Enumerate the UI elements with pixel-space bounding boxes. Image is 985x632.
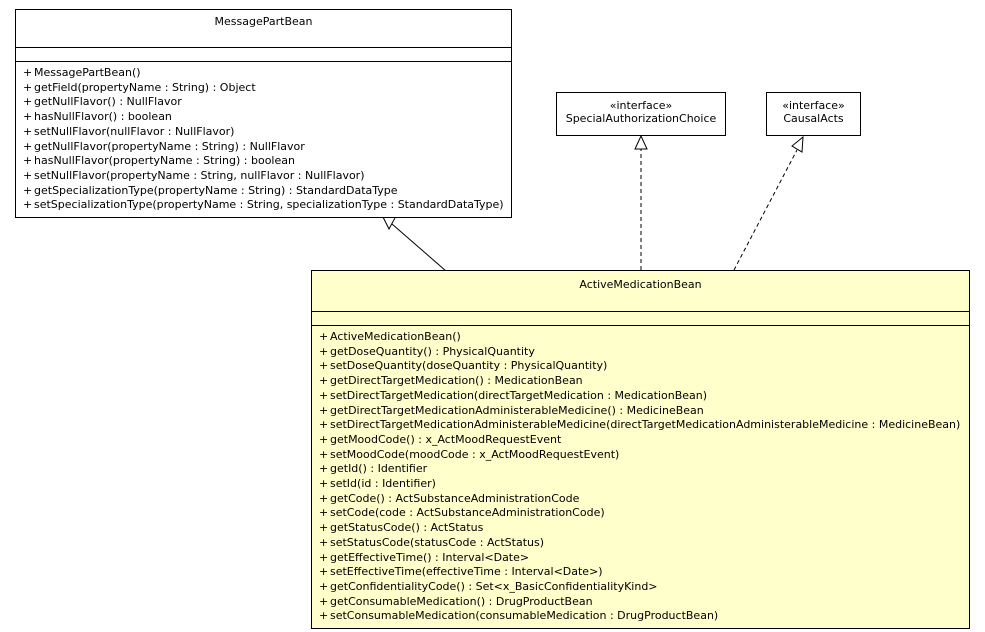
operation-signature: setCode(code : ActSubstanceAdministrationCode) xyxy=(330,506,605,520)
operation-row xyxy=(312,492,969,507)
operation-row xyxy=(312,506,969,521)
visibility-marker: + xyxy=(319,535,329,549)
operation-signature: getDoseQuantity() : PhysicalQuantity xyxy=(330,344,535,358)
operations-compartment-messagepartbean xyxy=(16,61,511,217)
operation-signature: setDirectTargetMedicationAdministerableMedicine(directTargetMedicationAdministerableMedicine : MedicineBean) xyxy=(330,418,961,432)
operation-signature: getCode() : ActSubstanceAdministrationCode xyxy=(330,491,580,505)
operation-row xyxy=(312,521,969,536)
operation-row xyxy=(16,198,511,213)
visibility-marker: + xyxy=(23,95,33,109)
visibility-marker: + xyxy=(319,609,329,623)
generalization-activemedicationbean-messagepartbean xyxy=(382,215,446,271)
realization-activemedicationbean-specialauthorizationchoice xyxy=(635,136,647,270)
operation-signature: hasNullFlavor() : boolean xyxy=(34,110,172,124)
visibility-marker: + xyxy=(23,154,33,168)
operation-row xyxy=(16,125,511,140)
operation-row xyxy=(16,169,511,184)
operation-signature: setStatusCode(statusCode : ActStatus) xyxy=(330,535,545,549)
operation-signature: getId() : Identifier xyxy=(330,462,428,476)
realization-activemedicationbean-causalacts xyxy=(734,137,803,270)
operation-row xyxy=(312,565,969,580)
visibility-marker: + xyxy=(319,491,329,505)
operation-row xyxy=(16,154,511,169)
visibility-marker: + xyxy=(23,66,33,79)
operation-signature: getField(propertyName : String) : Object xyxy=(34,80,256,94)
operation-row xyxy=(312,609,969,624)
visibility-marker: + xyxy=(23,80,33,94)
interface-causalacts[interactable] xyxy=(766,92,861,136)
visibility-marker: + xyxy=(23,168,33,182)
operation-row xyxy=(312,462,969,477)
operation-row xyxy=(312,551,969,566)
stereotype-label: «interface» xyxy=(782,99,845,112)
visibility-marker: + xyxy=(23,198,33,212)
operation-signature: setId(id : Identifier) xyxy=(330,477,436,491)
operation-row xyxy=(312,536,969,551)
operation-row xyxy=(16,66,511,81)
visibility-marker: + xyxy=(319,462,329,476)
operation-signature: getConsumableMedication() : DrugProductBean xyxy=(330,594,593,608)
operation-row xyxy=(312,404,969,419)
operation-row xyxy=(312,359,969,374)
operation-row xyxy=(312,595,969,610)
visibility-marker: + xyxy=(319,344,329,358)
visibility-marker: + xyxy=(319,477,329,491)
visibility-marker: + xyxy=(319,506,329,520)
visibility-marker: + xyxy=(319,594,329,608)
class-title-activemedicationbean: ActiveMedicationBean xyxy=(579,278,702,291)
operation-signature: getStatusCode() : ActStatus xyxy=(330,521,484,535)
operations-compartment-activemedicationbean xyxy=(312,325,969,628)
visibility-marker: + xyxy=(23,124,33,138)
visibility-marker: + xyxy=(319,374,329,388)
operation-row xyxy=(312,448,969,463)
visibility-marker: + xyxy=(319,565,329,579)
operation-signature: hasNullFlavor(propertyName : String) : boolean xyxy=(34,154,295,168)
interface-title-specialauthorizationchoice xyxy=(557,93,725,131)
interface-name: SpecialAuthorizationChoice xyxy=(565,112,717,125)
operation-row xyxy=(16,184,511,199)
operation-row xyxy=(312,374,969,389)
operation-signature: setNullFlavor(nullFlavor : NullFlavor) xyxy=(34,124,235,138)
interface-name: CausalActs xyxy=(783,112,844,125)
visibility-marker: + xyxy=(319,359,329,373)
class-messagepartbean[interactable] xyxy=(15,9,512,218)
operation-signature: setDirectTargetMedication(directTargetMedication : MedicationBean) xyxy=(330,388,708,402)
operation-row xyxy=(16,140,511,155)
visibility-marker: + xyxy=(23,110,33,124)
operation-row xyxy=(312,418,969,433)
operation-row xyxy=(312,330,969,345)
operation-signature: setConsumableMedication(consumableMedication : DrugProductBean) xyxy=(330,609,719,623)
visibility-marker: + xyxy=(319,418,329,432)
operation-signature: ActiveMedicationBean() xyxy=(330,330,461,343)
operation-signature: setMoodCode(moodCode : x_ActMoodRequestEvent) xyxy=(330,447,620,461)
operation-signature: getNullFlavor(propertyName : String) : NullFlavor xyxy=(34,139,305,153)
visibility-marker: + xyxy=(23,183,33,197)
operation-row xyxy=(312,345,969,360)
operation-signature: getMoodCode() : x_ActMoodRequestEvent xyxy=(330,432,562,446)
operation-signature: setSpecializationType(propertyName : String, specializationType : StandardDataType) xyxy=(34,198,504,212)
class-title-messagepartbean: MessagePartBean xyxy=(214,15,313,28)
visibility-marker: + xyxy=(319,432,329,446)
operation-row xyxy=(312,389,969,404)
operation-signature: getDirectTargetMedicationAdministerableMedicine() : MedicineBean xyxy=(330,403,704,417)
visibility-marker: + xyxy=(319,388,329,402)
operation-row xyxy=(16,95,511,110)
visibility-marker: + xyxy=(319,550,329,564)
class-activemedicationbean[interactable] xyxy=(311,270,970,629)
operation-signature: MessagePartBean() xyxy=(34,66,141,79)
interface-title-causalacts xyxy=(767,93,860,131)
operation-signature: setDoseQuantity(doseQuantity : PhysicalQuantity) xyxy=(330,359,608,373)
interface-specialauthorizationchoice[interactable] xyxy=(556,92,726,136)
operation-signature: getConfidentialityCode() : Set<x_BasicConfidentialityKind> xyxy=(330,579,658,593)
operation-signature: getDirectTargetMedication() : MedicationBean xyxy=(330,374,583,388)
operation-row xyxy=(16,110,511,125)
operation-signature: setEffectiveTime(effectiveTime : Interval<Date>) xyxy=(330,565,603,579)
operation-row xyxy=(16,81,511,96)
visibility-marker: + xyxy=(319,447,329,461)
visibility-marker: + xyxy=(23,139,33,153)
attributes-compartment-messagepartbean xyxy=(16,47,511,61)
operation-signature: getSpecializationType(propertyName : String) : StandardDataType xyxy=(34,183,398,197)
visibility-marker: + xyxy=(319,521,329,535)
operation-row xyxy=(312,433,969,448)
operation-row xyxy=(312,477,969,492)
operation-row xyxy=(312,580,969,595)
visibility-marker: + xyxy=(319,330,329,343)
operation-signature: getEffectiveTime() : Interval<Date> xyxy=(330,550,530,564)
visibility-marker: + xyxy=(319,403,329,417)
stereotype-label: «interface» xyxy=(609,99,673,112)
operation-signature: getNullFlavor() : NullFlavor xyxy=(34,95,182,109)
visibility-marker: + xyxy=(319,579,329,593)
operation-signature: setNullFlavor(propertyName : String, nullFlavor : NullFlavor) xyxy=(34,168,365,182)
attributes-compartment-activemedicationbean xyxy=(312,311,969,325)
